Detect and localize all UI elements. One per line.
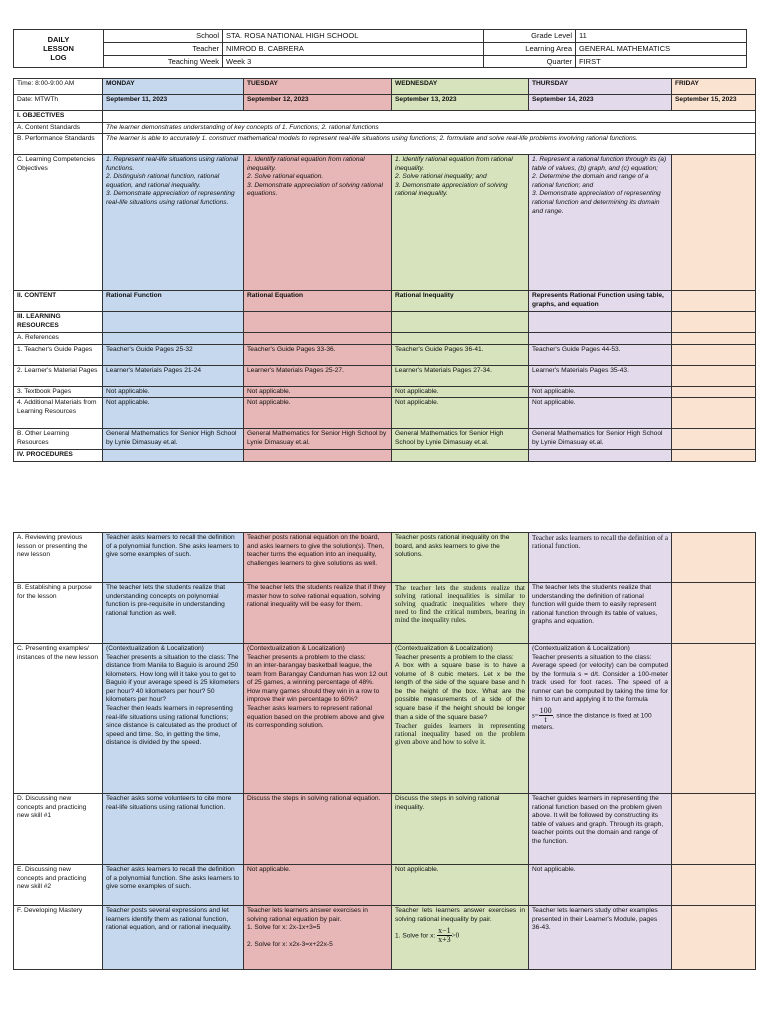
- review-wednesday: Teacher posts rational inequality on the board, and asks learners to give the solutions.: [392, 533, 529, 583]
- resources-heading: III. LEARNING RESOURCES: [14, 312, 103, 333]
- mastery-monday: Teacher posts several expressions and let learners identify them as rational function, rational equation, and or rational inequality.: [103, 906, 244, 970]
- content-wednesday: Rational Inequality: [392, 291, 529, 312]
- additional-monday: Not applicable.: [103, 398, 244, 429]
- date-friday: September 15, 2023: [672, 95, 756, 111]
- discussing-1-thursday: Teacher guides learners in representing the rational function based on the problem given above. It will be followed by constructing its table of values and graph. Through its graph, teacher points out the domain and range of the function.: [529, 794, 672, 865]
- additional-thursday: Not applicable.: [529, 398, 672, 429]
- mastery-wednesday: [392, 906, 529, 970]
- review-tuesday: Teacher posts rational equation on the board, and asks learners to give the solution(s). Then, teacher turns the equation into an inequality, challenges learners to give solutions as well.: [244, 533, 392, 583]
- discussing-2-label: E. Discussing new concepts and practicing new skill #2: [14, 865, 103, 906]
- formula-denominator: t: [544, 714, 547, 724]
- review-friday: [672, 533, 756, 583]
- lm-wednesday: Learner's Materials Pages 27-34.: [392, 365, 529, 386]
- discussing-2-monday: Teacher asks learners to recall the definition of a polynomial function. She asks learners to give some examples of such.: [103, 865, 244, 906]
- lm-tuesday: Learner's Materials Pages 25-27.: [244, 365, 392, 386]
- discussing-2-wednesday: Not applicable.: [392, 865, 529, 906]
- exercise-numerator: x−1: [438, 926, 451, 936]
- exercise-denominator: x+3: [438, 935, 451, 945]
- textbook-monday: Not applicable.: [103, 386, 244, 398]
- day-thursday: THURSDAY: [529, 79, 672, 95]
- textbook-tuesday: Not applicable.: [244, 386, 392, 398]
- mastery-wednesday-exercise: [395, 927, 525, 944]
- tg-thursday: Teacher's Guide Pages 44-53.: [529, 344, 672, 365]
- lm-label: 2. Learner's Material Pages: [14, 365, 103, 386]
- formula-fraction: [539, 707, 553, 724]
- competencies-friday: [672, 155, 756, 291]
- day-wednesday: WEDNESDAY: [392, 79, 529, 95]
- tg-wednesday: Teacher's Guide Pages 36-41.: [392, 344, 529, 365]
- lesson-table-part-1: [13, 78, 756, 462]
- lesson-table-part-2: [13, 532, 756, 970]
- references-label: A. References: [14, 333, 103, 345]
- review-monday: Teacher asks learners to recall the definition of a polynomial function. She asks learners to give some examples of such.: [103, 533, 244, 583]
- discussing-2-friday: [672, 865, 756, 906]
- content-monday: Rational Function: [103, 291, 244, 312]
- additional-wednesday: Not applicable.: [392, 398, 529, 429]
- date-thursday: September 14, 2023: [529, 95, 672, 111]
- exercise-prefix: 1. Solve for x:: [395, 932, 438, 940]
- additional-materials-label: 4. Additional Materials from Learning Resources: [14, 398, 103, 429]
- time-cell: Time: 8:00-9:00 AM: [14, 79, 103, 95]
- date-monday: September 11, 2023: [103, 95, 244, 111]
- presenting-wednesday-guide: Teacher guides learners in representing rational inequality based on the problem given above and how to solve it.: [395, 722, 525, 747]
- tg-tuesday: Teacher's Guide Pages 33-36.: [244, 344, 392, 365]
- additional-tuesday: Not applicable.: [244, 398, 392, 429]
- content-thursday: Represents Rational Function using table, graphs, and equation: [529, 291, 672, 312]
- mastery-tuesday: Teacher lets learners answer exercises in solving rational equation by pair. 1. Solve for x: 2x-1x+3=5 2. Solve for x: x2x-3=x+22x-5: [244, 906, 392, 970]
- week-value: Week 3: [223, 55, 484, 68]
- other-wednesday: General Mathematics for Senior High School by Lynie Dimasuay et.al.: [392, 429, 529, 450]
- content-standards-value: The learner demonstrates understanding of key concepts of 1. Functions; 2. rational functions: [103, 122, 756, 134]
- presenting-thursday-situation: (Contextualization & Localization) Teacher presents a situation to the class: Average speed (or velocity) can be computed by the formula s = d/t. Consider a 100-meter track used for foot races. The speed of a runner can be computed by taking the time for him to run and applying it to the formula: [532, 645, 668, 704]
- review-thursday: Teacher asks learners to recall the definition of a rational function.: [529, 533, 672, 583]
- day-tuesday: TUESDAY: [244, 79, 392, 95]
- textbook-wednesday: Not applicable.: [392, 386, 529, 398]
- grade-label: Grade Level: [484, 30, 576, 43]
- purpose-label: B. Establishing a purpose for the lesson: [14, 583, 103, 644]
- purpose-tuesday: The teacher lets the students realize that if they master how to solve rational equation, solving rational inequality will be easy for them.: [244, 583, 392, 644]
- purpose-thursday: The teacher lets the students realize that understanding the definition of rational function will guide them to easily represent rational function through its table of values, graphs and equation.: [529, 583, 672, 644]
- mastery-label: F. Developing Mastery: [14, 906, 103, 970]
- discussing-1-label: D. Discussing new concepts and practicing new skill #1: [14, 794, 103, 865]
- teacher-label: Teacher: [104, 42, 223, 55]
- header-table: [13, 29, 747, 68]
- discussing-1-friday: [672, 794, 756, 865]
- discussing-1-tuesday: Discuss the steps in solving rational equation.: [244, 794, 392, 865]
- review-label: A. Reviewing previous lesson or presenting the new lesson: [14, 533, 103, 583]
- competencies-tuesday: 1. Identify rational equation from rational inequality. 2. Solve rational equation. 3. Demonstrate appreciation of solving rational equations.: [244, 155, 392, 291]
- school-value: STA. ROSA NATIONAL HIGH SCHOOL: [223, 30, 484, 43]
- textbook-label: 3. Textbook Pages: [14, 386, 103, 398]
- mastery-thursday: Teacher lets learners study other examples presented in their Learner's Module, pages 36-43.: [529, 906, 672, 970]
- day-monday: MONDAY: [103, 79, 244, 95]
- textbook-friday: [672, 386, 756, 398]
- presenting-wednesday-problem: (Contextualization & Localization) Teacher presents a problem to the class: A box with a square base is to have a volume of 8 cubic meters. Let x be the length of the side of the square base and h be the height of the box. What are the possible measurements of a side of the square base if the height should be longer than a side of the square base?: [395, 645, 525, 721]
- exercise-fraction: [437, 927, 452, 944]
- other-friday: [672, 429, 756, 450]
- week-label: Teaching Week: [104, 55, 223, 68]
- date-label: Date: MTWTh: [14, 95, 103, 111]
- presenting-wednesday: [392, 644, 529, 794]
- daily-lesson-log-title: DAILY LESSON LOG: [14, 30, 104, 68]
- content-friday: [672, 291, 756, 312]
- competencies-label: C. Learning Competencies Objectives: [14, 155, 103, 291]
- competencies-monday: 1. Represent real-life situations using rational functions. 2. Distinguish rational function, rational equation, and rational inequality. 3. Demonstrate appreciation of representing real-life situations using rational functions.: [103, 155, 244, 291]
- grade-value: 11: [576, 30, 747, 43]
- purpose-monday: The teacher lets the students realize that understanding concepts on polynomial function is pre-requisite in understanding rational function as well.: [103, 583, 244, 644]
- discussing-2-thursday: Not applicable.: [529, 865, 672, 906]
- formula-tail: , since the distance is fixed at 100 meters.: [532, 712, 652, 731]
- presenting-thursday-formula: [532, 707, 668, 733]
- presenting-thursday: [529, 644, 672, 794]
- additional-friday: [672, 398, 756, 429]
- other-resources-label: B. Other Learning Resources: [14, 429, 103, 450]
- formula-numerator: 100: [539, 705, 552, 715]
- exercise-tail: >0: [451, 931, 460, 940]
- mastery-wednesday-text: Teacher lets learners answer exercises in solving rational inequality by pair.: [395, 907, 525, 923]
- area-label: Learning Area: [484, 42, 576, 55]
- lm-thursday: Learner's Materials Pages 35-43.: [529, 365, 672, 386]
- performance-standards-value: The learner is able to accurately 1. construct mathematical models to represent real-life situations using functions; 2. formulate and solve real-life problems involving rational functions.: [103, 134, 756, 155]
- quarter-value: FIRST: [576, 55, 747, 68]
- formula-lhs: s=: [532, 711, 539, 720]
- discussing-1-monday: Teacher asks some volunteers to cite more real-life situations using rational function.: [103, 794, 244, 865]
- objectives-heading: I. OBJECTIVES: [14, 111, 103, 123]
- tg-monday: Teacher's Guide Pages 25-32: [103, 344, 244, 365]
- content-tuesday: Rational Equation: [244, 291, 392, 312]
- competencies-thursday: 1. Represent a rational function through its (a) table of values, (b) graph, and (c) equation; 2. Determine the domain and range of a rational function; and 3. Demonstrate appreciation of representing rational function and determining its domain and range.: [529, 155, 672, 291]
- discussing-2-tuesday: Not applicable.: [244, 865, 392, 906]
- date-wednesday: September 13, 2023: [392, 95, 529, 111]
- lm-friday: [672, 365, 756, 386]
- other-tuesday: General Mathematics for Senior High School by Lynie Dimasuay et.al.: [244, 429, 392, 450]
- content-label: II. CONTENT: [14, 291, 103, 312]
- procedures-heading: IV. PROCEDURES: [14, 450, 103, 462]
- presenting-friday: [672, 644, 756, 794]
- date-tuesday: September 12, 2023: [244, 95, 392, 111]
- day-friday: FRIDAY: [672, 79, 756, 95]
- tg-label: 1. Teacher's Guide Pages: [14, 344, 103, 365]
- tg-friday: [672, 344, 756, 365]
- performance-standards-label: B. Performance Standards: [14, 134, 103, 155]
- textbook-thursday: Not applicable.: [529, 386, 672, 398]
- presenting-monday: (Contextualization & Localization) Teacher presents a situation to the class: The distance from Manila to Baguio is around 250 kilometers. How long will it take you to get to Baguio if your average speed is 25 kilometers per hour? 40 kilometers per hour? 50 kilometers per hour? Teacher then leads learners in representing real-life situations using rational functions; since distance is calculated as the product of speed and time. So, in getting the time, distance is divided by the speed.: [103, 644, 244, 794]
- content-standards-label: A. Content Standards: [14, 122, 103, 134]
- discussing-1-wednesday: Discuss the steps in solving rational inequality.: [392, 794, 529, 865]
- presenting-tuesday: (Contextualization & Localization) Teacher presents a problem to the class: In an inter-barangay basketball league, the team from Barangay Canduman has won 12 out of 25 games, a winning percentage of 48%. How many games should they win in a row to improve their win percentage to 60%? Teacher asks learners to represent rational equation based on the problem above and give its corresponding solution.: [244, 644, 392, 794]
- presenting-label: C. Presenting examples/ instances of the new lesson: [14, 644, 103, 794]
- school-label: School: [104, 30, 223, 43]
- mastery-friday: [672, 906, 756, 970]
- teacher-value: NIMROD B. CABRERA: [223, 42, 484, 55]
- lm-monday: Learner's Materials Pages 21-24: [103, 365, 244, 386]
- quarter-label: Quarter: [484, 55, 576, 68]
- purpose-friday: [672, 583, 756, 644]
- purpose-wednesday: The teacher lets the students realize that solving rational inequalities is similar to solving quadratic inequalities where they need to find the critical numbers, bearing in mind the inequality rules.: [392, 583, 529, 644]
- other-thursday: General Mathematics for Senior High School by Lynie Dimasuay et.al.: [529, 429, 672, 450]
- other-monday: General Mathematics for Senior High School by Lynie Dimasuay et.al.: [103, 429, 244, 450]
- competencies-wednesday: 1. Identify rational equation from rational inequality. 2. Solve rational inequality; and 3. Demonstrate appreciation of solving rational inequality.: [392, 155, 529, 291]
- area-value: GENERAL MATHEMATICS: [576, 42, 747, 55]
